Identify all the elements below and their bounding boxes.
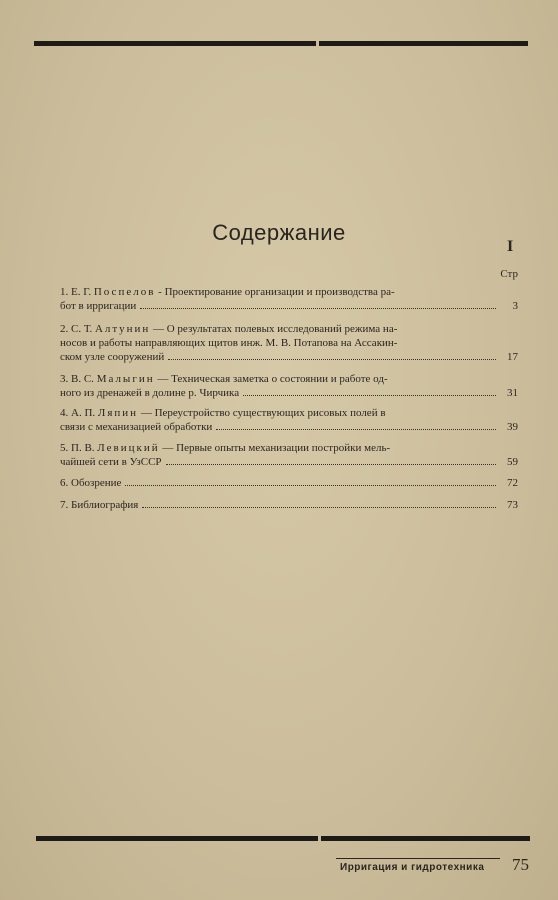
- toc-entry-text: [60, 386, 239, 400]
- toc-page-number: 73: [507, 499, 518, 511]
- toc-page-number: 31: [507, 387, 518, 399]
- journal-name: Ирригация и гидротехника: [340, 862, 485, 873]
- toc-page-number: 72: [507, 477, 518, 489]
- toc-entry-text: [60, 350, 164, 364]
- author-surname: Малыгин: [96, 373, 155, 385]
- leader-dots: [168, 350, 496, 360]
- top-rule: [34, 41, 528, 46]
- author-surname: Ляпин: [97, 407, 139, 419]
- text-segment: 4. А. П.: [60, 407, 98, 419]
- text-segment: 6. Обозрение: [60, 477, 122, 489]
- leader-dots: [142, 498, 496, 508]
- toc-entry-line: [60, 299, 518, 313]
- leader-dots: [243, 386, 496, 396]
- leader-dots: [216, 420, 496, 430]
- top-rule-gap: [316, 41, 319, 46]
- toc-entry: [60, 441, 518, 469]
- toc-page-number: 3: [512, 300, 518, 312]
- text-segment: 1. Е. Г.: [60, 286, 94, 298]
- toc-entry-text: [60, 322, 397, 336]
- toc-entry: [60, 406, 518, 434]
- toc-entry: [60, 322, 518, 364]
- leader-dots: [140, 299, 496, 309]
- text-segment: чайшей сети в УзССР: [60, 456, 162, 468]
- bottom-rule: [36, 836, 530, 841]
- toc-entry-line: [60, 350, 518, 364]
- toc-entry-line: [60, 406, 518, 420]
- text-segment: — Первые опыты механизации постройки мель-: [159, 442, 391, 454]
- toc-entry-line: [60, 455, 518, 469]
- text-segment: — О результатах полевых исследований режима на-: [150, 323, 398, 335]
- text-segment: — Техническая заметка о состоянии и работе од-: [154, 373, 388, 385]
- toc-entry: [60, 372, 518, 400]
- page-title: Содержание: [212, 220, 346, 245]
- toc-entry-line: [60, 322, 518, 336]
- text-segment: ском узле сооружений: [60, 351, 165, 363]
- toc-entry: [60, 285, 518, 313]
- text-segment: бот в ирригации: [60, 300, 137, 312]
- toc-entry-text: [60, 299, 136, 313]
- text-segment: 7. Библиография: [60, 499, 139, 511]
- author-surname: Поспелов: [93, 286, 156, 298]
- toc-entry-text: [60, 498, 138, 512]
- toc-entry-line: [60, 285, 518, 299]
- toc-entry-text: [60, 336, 397, 350]
- margin-mark: I: [507, 238, 514, 255]
- text-segment: — Переустройство существующих рисовых полей в: [138, 407, 386, 419]
- leader-dots: [125, 476, 496, 486]
- toc-entry: [60, 476, 518, 490]
- bottom-rule-gap: [318, 836, 321, 841]
- toc-entry-line: [60, 476, 518, 490]
- text-segment: связи с механизацией обработки: [60, 421, 213, 433]
- toc-entry-text: [60, 406, 386, 420]
- leader-dots: [166, 455, 496, 465]
- toc-entry-text: [60, 455, 162, 469]
- author-surname: Левицкий: [97, 442, 160, 454]
- text-segment: - Проектирование организации и производства ра-: [155, 286, 395, 298]
- toc-entry-line: [60, 372, 518, 386]
- text-segment: ного из дренажей в долине р. Чирчика: [60, 387, 240, 399]
- toc-entry: [60, 498, 518, 512]
- toc-entry-line: [60, 498, 518, 512]
- text-segment: носов и работы направляющих щитов инж. М. В. Потапова на Ассакин-: [60, 337, 398, 349]
- toc-page-number: 17: [507, 351, 518, 363]
- text-segment: 2. С. Т.: [60, 323, 95, 335]
- toc-entry-line: [60, 420, 518, 434]
- toc-entry-line: [60, 386, 518, 400]
- toc-entry-text: [60, 285, 395, 299]
- toc-entry-text: [60, 441, 390, 455]
- toc-entry-text: [60, 372, 388, 386]
- text-segment: 5. П. В.: [60, 442, 98, 454]
- footer-rule: [336, 858, 500, 859]
- page-column-header: Стр: [500, 268, 518, 280]
- toc-entry-text: [60, 420, 212, 434]
- toc-entry-text: [60, 476, 121, 490]
- author-surname: Алтунин: [94, 323, 151, 335]
- toc-page-number: 39: [507, 421, 518, 433]
- toc-entry-line: [60, 336, 518, 350]
- page-number: 75: [512, 855, 529, 874]
- toc-page-number: 59: [507, 456, 518, 468]
- text-segment: 3. В. С.: [60, 373, 97, 385]
- toc-entry-line: [60, 441, 518, 455]
